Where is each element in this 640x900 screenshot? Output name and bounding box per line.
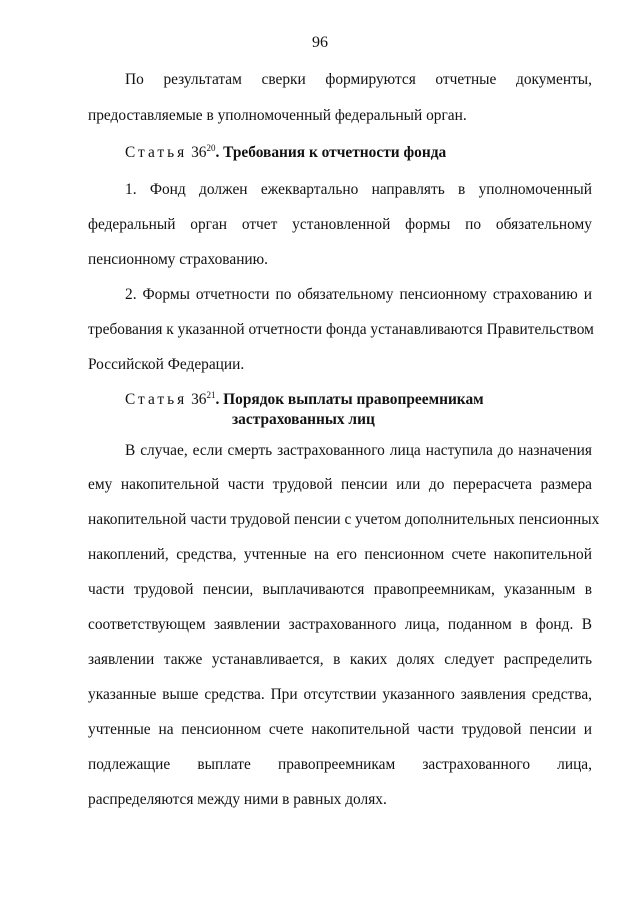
paragraph-line: указанные выше средства. При отсутствии указанного заявления средства, <box>88 686 592 703</box>
paragraph-line: предоставляемые в уполномоченный федеральный орган. <box>88 107 467 124</box>
article-heading <box>125 390 592 410</box>
article-title: . Требования к отчетности фонда <box>215 144 447 161</box>
paragraph-line: накопительной части трудовой пенсии с учетом дополнительных пенсионных <box>88 511 600 528</box>
article-title-continued: застрахованных лиц <box>232 411 375 428</box>
paragraph-line: требования к указанной отчетности фонда устанавливаются Правительством <box>88 321 594 338</box>
article-word: Статья <box>125 144 188 161</box>
article-title: . Порядок выплаты правопреемникам <box>215 391 484 408</box>
article-word: Статья <box>125 391 188 408</box>
page-number: 96 <box>312 34 328 51</box>
paragraph-line: федеральный орган отчет установленной формы по обязательному <box>88 216 592 233</box>
paragraph-line: подлежащие выплате правопреемникам застрахованного лица, <box>88 756 592 773</box>
article-superscript: 21 <box>206 390 216 400</box>
paragraph-line: учтенные на пенсионном счете накопительной части трудовой пенсии и <box>88 721 592 738</box>
paragraph-line: 2. Формы отчетности по обязательному пенсионному страхованию и <box>125 286 592 303</box>
article-heading <box>125 143 592 163</box>
paragraph-line: пенсионному страхованию. <box>88 251 269 268</box>
paragraph-line: накоплений, средства, учтенные на его пенсионном счете накопительной <box>88 546 592 563</box>
paragraph-line: заявлении также устанавливается, в каких долях следует распределить <box>88 651 592 668</box>
article-superscript: 20 <box>206 143 216 153</box>
paragraph-line: В случае, если смерть застрахованного лица наступила до назначения <box>125 442 592 459</box>
paragraph-line: распределяются между ними в равных долях. <box>88 791 387 808</box>
article-number: 36 <box>191 391 207 408</box>
paragraph-line: 1. Фонд должен ежеквартально направлять в уполномоченный <box>125 181 592 198</box>
article-number: 36 <box>191 144 207 161</box>
paragraph-line: ему накопительной части трудовой пенсии или до перерасчета размера <box>88 476 592 493</box>
paragraph-line: соответствующем заявлении застрахованного лица, поданном в фонд. В <box>88 616 592 633</box>
paragraph-line: По результатам сверки формируются отчетные документы, <box>125 71 592 88</box>
paragraph-line: части трудовой пенсии, выплачиваются правопреемникам, указанным в <box>88 581 592 598</box>
paragraph-line: Российской Федерации. <box>88 356 245 373</box>
